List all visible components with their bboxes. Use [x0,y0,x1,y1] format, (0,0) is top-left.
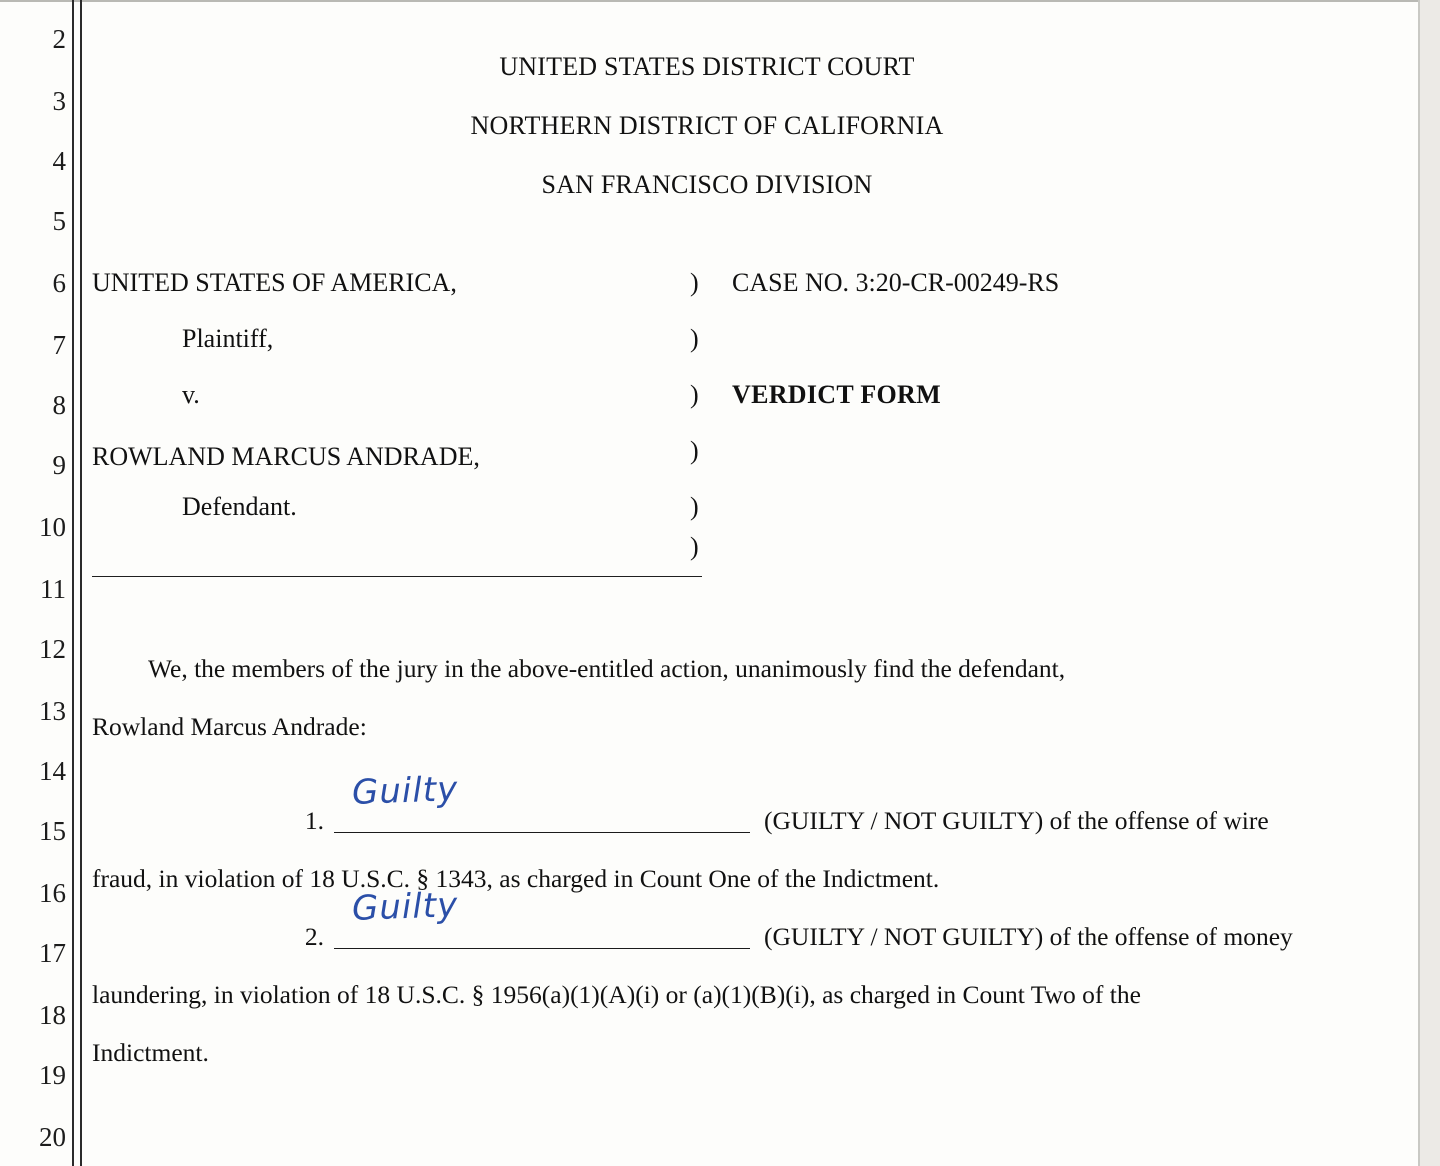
defendant-name: ROWLAND MARCUS ANDRADE, [92,442,480,471]
finding-count-two [92,885,1362,1082]
line-number: 3 [52,86,66,116]
caption-paren: ) [690,268,699,297]
handwritten-verdict-count-one: Guilty [351,769,459,813]
line-number: 13 [39,696,66,726]
caption-row [92,532,1332,574]
caption-row [92,268,1332,324]
line-number: 18 [39,1000,66,1030]
line-number-gutter [0,0,72,1166]
scan-right-margin [1420,0,1440,1166]
finding-number: 1. [304,806,324,835]
court-division: SAN FRANCISCO DIVISION [541,170,873,199]
line-number: 4 [52,146,66,176]
finding-text: (GUILTY / NOT GUILTY) of the offense of wire [764,806,1269,835]
plaintiff-label: Plaintiff, [182,324,274,353]
caption-paren: ) [690,532,699,561]
caption-paren: ) [690,492,699,521]
defendant-label: Defendant. [182,492,297,521]
handwritten-verdict-count-two: Guilty [351,885,459,929]
plaintiff-name: UNITED STATES OF AMERICA, [92,268,457,297]
caption-row [92,324,1332,380]
finding-number: 2. [304,922,324,951]
line-number: 10 [39,512,66,542]
court-name: UNITED STATES DISTRICT COURT [499,52,915,81]
line-number: 19 [39,1060,66,1090]
caption-paren: ) [690,380,699,409]
caption-paren: ) [690,436,699,465]
document-title: VERDICT FORM [732,380,941,409]
caption-row [92,436,1332,492]
line-number: 2 [52,24,66,54]
line-number: 17 [39,938,66,968]
versus-label: v. [182,380,200,409]
intro-line-2: Rowland Marcus Andrade: [92,712,367,741]
case-caption [92,268,1332,574]
court-header [92,52,1322,229]
case-number: CASE NO. 3:20-CR-00249-RS [732,268,1060,297]
line-number: 9 [52,450,66,480]
finding-count-one [92,769,1362,908]
verdict-blank-count-one[interactable] [334,769,750,833]
caption-divider [92,576,702,577]
line-number: 14 [39,756,66,786]
line-number: 16 [39,878,66,908]
verdict-body [92,640,1362,1082]
finding-continuation-2: Indictment. [92,1038,209,1067]
caption-row [92,492,1332,548]
line-number: 20 [39,1122,66,1152]
line-number: 12 [39,634,66,664]
verdict-blank-count-two[interactable] [334,885,750,949]
intro-line-1: We, the members of the jury in the above-entitled action, unanimously find the defendant, [148,654,1066,683]
document-body [92,0,1402,1166]
line-number-list [0,0,66,1166]
line-number: 7 [52,330,66,360]
pleading-rule-right [80,0,82,1166]
pleading-rule-left [72,0,74,1166]
line-number: 11 [40,574,66,604]
line-number: 8 [52,390,66,420]
caption-paren: ) [690,324,699,353]
line-number: 15 [39,816,66,846]
line-number: 6 [52,268,66,298]
finding-text: (GUILTY / NOT GUILTY) of the offense of money [764,922,1293,951]
finding-continuation: laundering, in violation of 18 U.S.C. § 1956(a)(1)(A)(i) or (a)(1)(B)(i), as charged in Count Two of the [92,980,1141,1009]
finding-continuation: fraud, in violation of 18 U.S.C. § 1343, as charged in Count One of the Indictment. [92,864,940,893]
line-number: 5 [52,206,66,236]
court-district: NORTHERN DISTRICT OF CALIFORNIA [470,111,944,140]
caption-row [92,380,1332,436]
